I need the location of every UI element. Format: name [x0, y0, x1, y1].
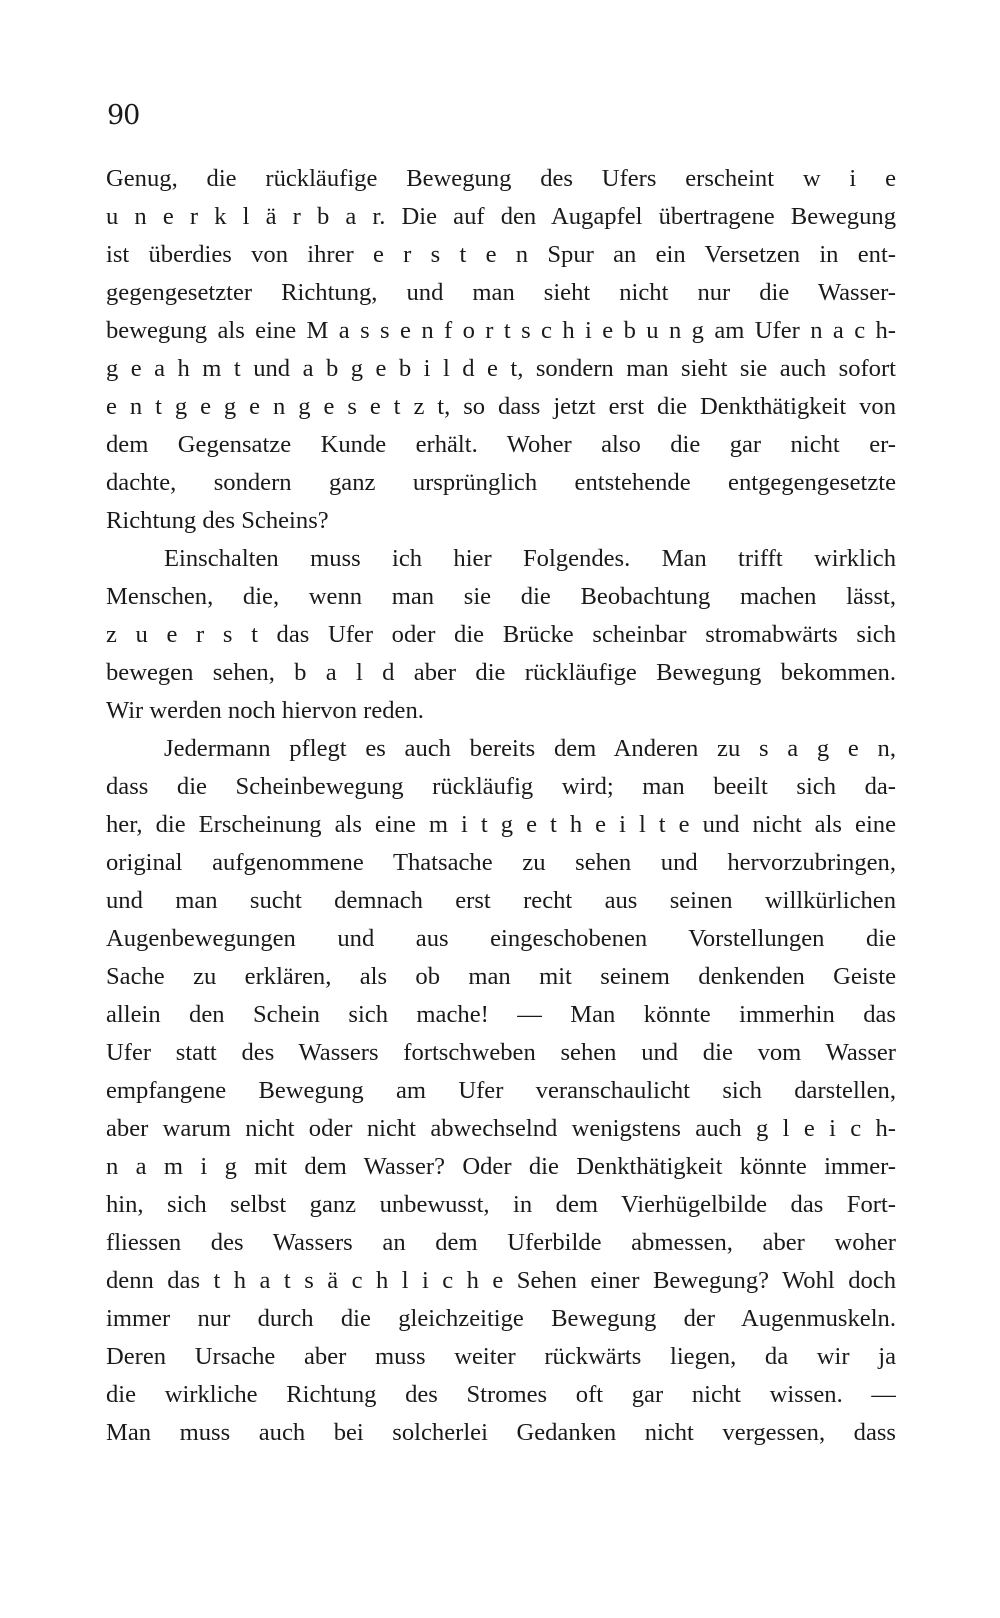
- text-line: und man sucht demnach erst recht aus seinen willkürlichen: [106, 887, 896, 914]
- text-line: ist überdies von ihrer e r s t e n Spur an ein Versetzen in ent-: [106, 241, 896, 268]
- text-line: Augenbewegungen und aus eingeschobenen Vorstellungen die: [106, 925, 896, 952]
- text-line: bewegung als eine M a s s e n f o r t s c h i e b u n g am Ufer n a c h-: [106, 317, 896, 344]
- page-number: 90: [107, 100, 140, 131]
- text-line: dem Gegensatze Kunde erhält. Woher also die gar nicht er-: [106, 431, 896, 458]
- paragraph-start-line: Einschalten muss ich hier Folgendes. Man trifft wirklich: [164, 545, 896, 572]
- body-text: [106, 160, 896, 1452]
- text-line: empfangene Bewegung am Ufer veranschaulicht sich darstellen,: [106, 1077, 896, 1104]
- text-line: fliessen des Wassers an dem Uferbilde abmessen, aber woher: [106, 1229, 896, 1256]
- text-line: dass die Scheinbewegung rückläufig wird; man beeilt sich da-: [106, 773, 896, 800]
- text-line: hin, sich selbst ganz unbewusst, in dem Vierhügelbilde das Fort-: [106, 1191, 896, 1218]
- text-line: aber warum nicht oder nicht abwechselnd wenigstens auch g l e i c h-: [106, 1115, 896, 1142]
- text-line: allein den Schein sich mache! — Man könnte immerhin das: [106, 1001, 896, 1028]
- text-line: Ufer statt des Wassers fortschweben sehen und die vom Wasser: [106, 1039, 896, 1066]
- text-line: Deren Ursache aber muss weiter rückwärts liegen, da wir ja: [106, 1343, 896, 1370]
- text-line: immer nur durch die gleichzeitige Bewegung der Augenmuskeln.: [106, 1305, 896, 1332]
- text-line: her, die Erscheinung als eine m i t g e t h e i l t e und nicht als eine: [106, 811, 896, 838]
- text-line: Wir werden noch hiervon reden.: [106, 697, 424, 724]
- text-line: dachte, sondern ganz ursprünglich entstehende entgegengesetzte: [106, 469, 896, 496]
- text-line: n a m i g mit dem Wasser? Oder die Denkthätigkeit könnte immer-: [106, 1153, 896, 1180]
- text-line: g e a h m t und a b g e b i l d e t, sondern man sieht sie auch sofort: [106, 355, 896, 382]
- text-line: Genug, die rückläufige Bewegung des Ufers erscheint w i e: [106, 165, 896, 192]
- text-line: denn das t h a t s ä c h l i c h e Sehen einer Bewegung? Wohl doch: [106, 1267, 896, 1294]
- text-line: e n t g e g e n g e s e t z t, so dass jetzt erst die Denkthätigkeit von: [106, 393, 896, 420]
- text-line: original aufgenommene Thatsache zu sehen und hervorzubringen,: [106, 849, 896, 876]
- text-line: Sache zu erklären, als ob man mit seinem denkenden Geiste: [106, 963, 896, 990]
- text-line: z u e r s t das Ufer oder die Brücke scheinbar stromabwärts sich: [106, 621, 896, 648]
- paragraph-start-line: Jedermann pflegt es auch bereits dem Anderen zu s a g e n,: [164, 735, 896, 762]
- text-line: die wirkliche Richtung des Stromes oft gar nicht wissen. —: [106, 1381, 896, 1408]
- text-line: bewegen sehen, b a l d aber die rückläufige Bewegung bekommen.: [106, 659, 896, 686]
- text-line: Man muss auch bei solcherlei Gedanken nicht vergessen, dass: [106, 1419, 896, 1446]
- text-line: gegengesetzter Richtung, und man sieht nicht nur die Wasser-: [106, 279, 896, 306]
- text-line: Richtung des Scheins?: [106, 507, 329, 534]
- text-line: Menschen, die, wenn man sie die Beobachtung machen lässt,: [106, 583, 896, 610]
- text-line: u n e r k l ä r b a r. Die auf den Augapfel übertragene Bewegung: [106, 203, 896, 230]
